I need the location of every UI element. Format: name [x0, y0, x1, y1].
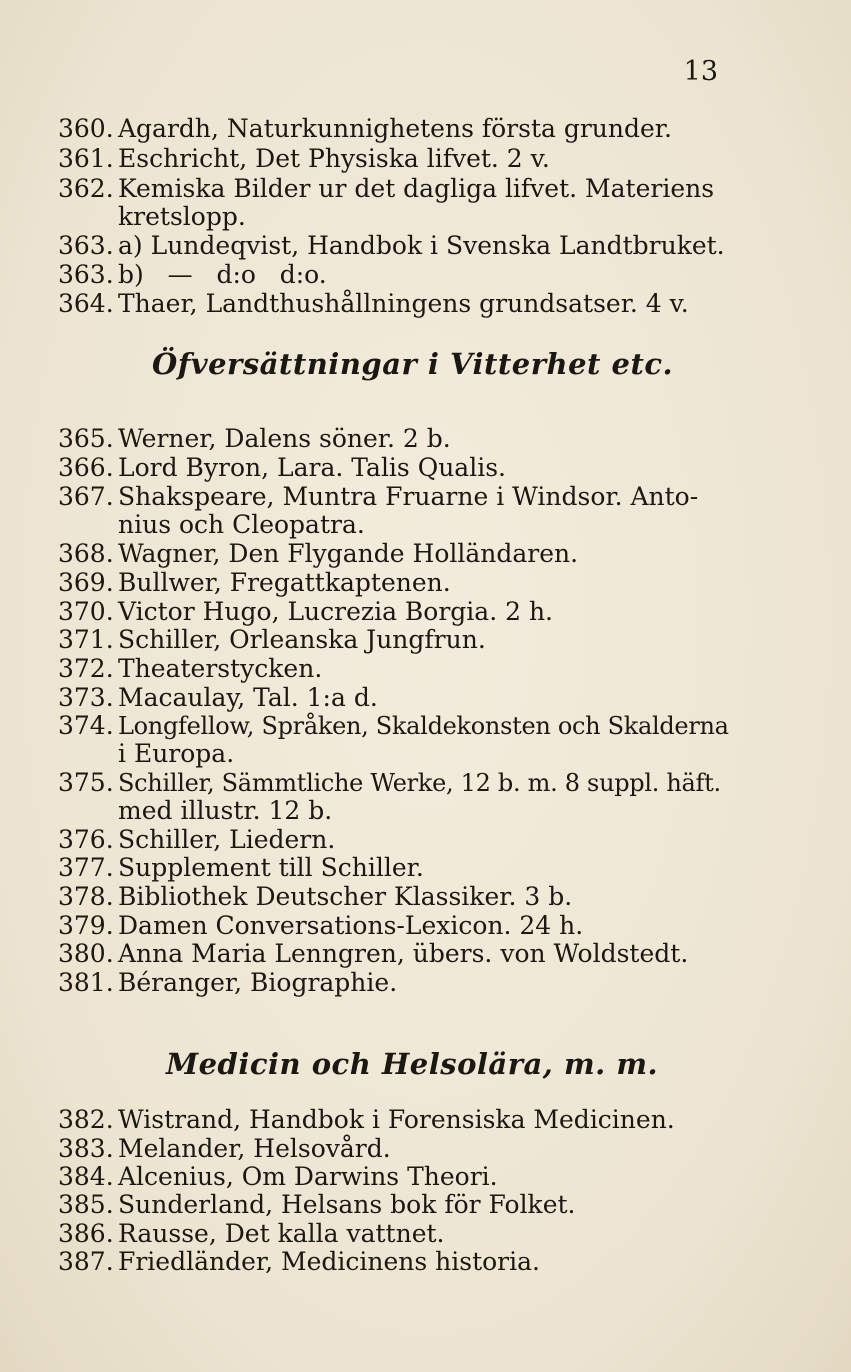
- entry-number: 387.: [58, 1247, 114, 1276]
- list-item: [58, 683, 788, 712]
- list-item: [58, 911, 788, 940]
- list-item: [58, 539, 788, 568]
- list-item: [58, 231, 788, 260]
- list-item: [58, 825, 788, 854]
- list-item: [58, 1134, 788, 1163]
- entry-text: Bullwer, Fregattkaptenen.: [118, 568, 451, 597]
- entry-text: Schiller, Orleanska Jungfrun.: [118, 625, 486, 654]
- entry-number: 376.: [58, 825, 114, 854]
- entry-number: 386.: [58, 1219, 114, 1248]
- entry-text: Kemiska Bilder ur det dagliga lifvet. Materiens: [118, 174, 715, 203]
- entry-number: 371.: [58, 625, 114, 654]
- section-heading: Öfversättningar i Vitterhet etc.: [152, 347, 674, 381]
- entry-continuation: med illustr. 12 b.: [118, 796, 333, 825]
- entry-text: Béranger, Biographie.: [118, 968, 398, 997]
- list-item: [58, 289, 788, 318]
- entry-text: Werner, Dalens söner. 2 b.: [118, 424, 451, 453]
- entry-continuation: nius och Cleopatra.: [118, 510, 365, 539]
- entry-text: Wistrand, Handbok i Forensiska Medicinen.: [118, 1105, 675, 1134]
- entry-number: 366.: [58, 453, 114, 482]
- entry-number: 360.: [58, 114, 114, 143]
- entry-number: 361.: [58, 144, 114, 173]
- list-item: [58, 882, 788, 911]
- entry-text: Shakspeare, Muntra Fruarne i Windsor. Anto-: [118, 482, 699, 511]
- entry-text: Wagner, Den Flygande Holländaren.: [118, 539, 579, 568]
- entry-text: Damen Conversations-Lexicon. 24 h.: [118, 911, 584, 940]
- entry-continuation: i Europa.: [118, 739, 235, 768]
- entry-number: 373.: [58, 683, 114, 712]
- entry-number: 368.: [58, 539, 114, 568]
- list-item: [58, 768, 788, 798]
- list-item: [58, 482, 788, 511]
- entry-text: Macaulay, Tal. 1:a d.: [118, 683, 378, 712]
- entry-text: Sunderland, Helsans bok för Folket.: [118, 1190, 576, 1219]
- entry-number: 377.: [58, 853, 114, 882]
- entry-text: Agardh, Naturkunnighetens första grunder.: [118, 114, 672, 143]
- list-item: [58, 853, 788, 882]
- entry-number: 369.: [58, 568, 114, 597]
- entry-number: 362.: [58, 174, 114, 203]
- entry-text: Lord Byron, Lara. Talis Qualis.: [118, 453, 506, 482]
- entry-text: a) Lundeqvist, Handbok i Svenska Landtbruket.: [118, 231, 725, 260]
- entry-number: 384.: [58, 1162, 114, 1191]
- list-item: [58, 568, 788, 597]
- list-item: [58, 1247, 788, 1276]
- entry-text: Bibliothek Deutscher Klassiker. 3 b.: [118, 882, 573, 911]
- section-heading: Medicin och Helsolära, m. m.: [166, 1047, 659, 1081]
- entry-text: Schiller, Sämmtliche Werke, 12 b. m. 8 suppl. häft.: [118, 769, 721, 797]
- entry-number: 374.: [58, 711, 114, 740]
- list-item: [58, 968, 788, 997]
- list-item: [58, 625, 788, 654]
- entry-text: Theaterstycken.: [118, 654, 323, 683]
- entry-number: 370.: [58, 597, 114, 626]
- list-item: [58, 1219, 788, 1248]
- entry-text: Victor Hugo, Lucrezia Borgia. 2 h.: [118, 597, 553, 626]
- entry-text: b) — d:o d:o.: [118, 260, 327, 289]
- list-item: [58, 1105, 788, 1134]
- list-item: [58, 597, 788, 626]
- list-item: [58, 114, 788, 143]
- entry-number: 375.: [58, 768, 114, 797]
- entry-number: 385.: [58, 1190, 114, 1219]
- entry-text: Anna Maria Lenngren, übers. von Woldstedt.: [118, 939, 689, 968]
- entry-number: 382.: [58, 1105, 114, 1134]
- entry-number: 383.: [58, 1134, 114, 1163]
- entry-number: 379.: [58, 911, 114, 940]
- entry-number: 381.: [58, 968, 114, 997]
- entry-number: 365.: [58, 424, 114, 453]
- entry-number: 364.: [58, 289, 114, 318]
- list-item: [58, 174, 788, 203]
- entry-text: Longfellow, Språken, Skaldekonsten och Skalderna: [118, 712, 729, 740]
- entry-text: Friedländer, Medicinens historia.: [118, 1247, 540, 1276]
- entry-text: Thaer, Landthushållningens grundsatser. 4 v.: [118, 289, 689, 318]
- list-item: [58, 1190, 788, 1219]
- entry-number: 372.: [58, 654, 114, 683]
- list-item: [58, 711, 788, 741]
- entry-number: 378.: [58, 882, 114, 911]
- page-number: 13: [683, 56, 718, 87]
- entry-number: 363.: [58, 260, 114, 289]
- entry-text: Alcenius, Om Darwins Theori.: [118, 1162, 498, 1191]
- entry-continuation: kretslopp.: [118, 202, 246, 231]
- entry-number: 380.: [58, 939, 114, 968]
- entry-text: Melander, Helsovård.: [118, 1134, 391, 1163]
- list-item: [58, 424, 788, 453]
- list-item: [58, 453, 788, 482]
- list-item: [58, 939, 788, 968]
- list-item: [58, 654, 788, 683]
- entry-text: Supplement till Schiller.: [118, 853, 424, 882]
- list-item: [58, 1162, 788, 1191]
- entry-number: 363.: [58, 231, 114, 260]
- entry-text: Eschricht, Det Physiska lifvet. 2 v.: [118, 144, 550, 173]
- entry-text: Rausse, Det kalla vattnet.: [118, 1219, 445, 1248]
- entry-number: 367.: [58, 482, 114, 511]
- entry-text: Schiller, Liedern.: [118, 825, 336, 854]
- list-item: [58, 144, 788, 173]
- list-item: [58, 260, 788, 289]
